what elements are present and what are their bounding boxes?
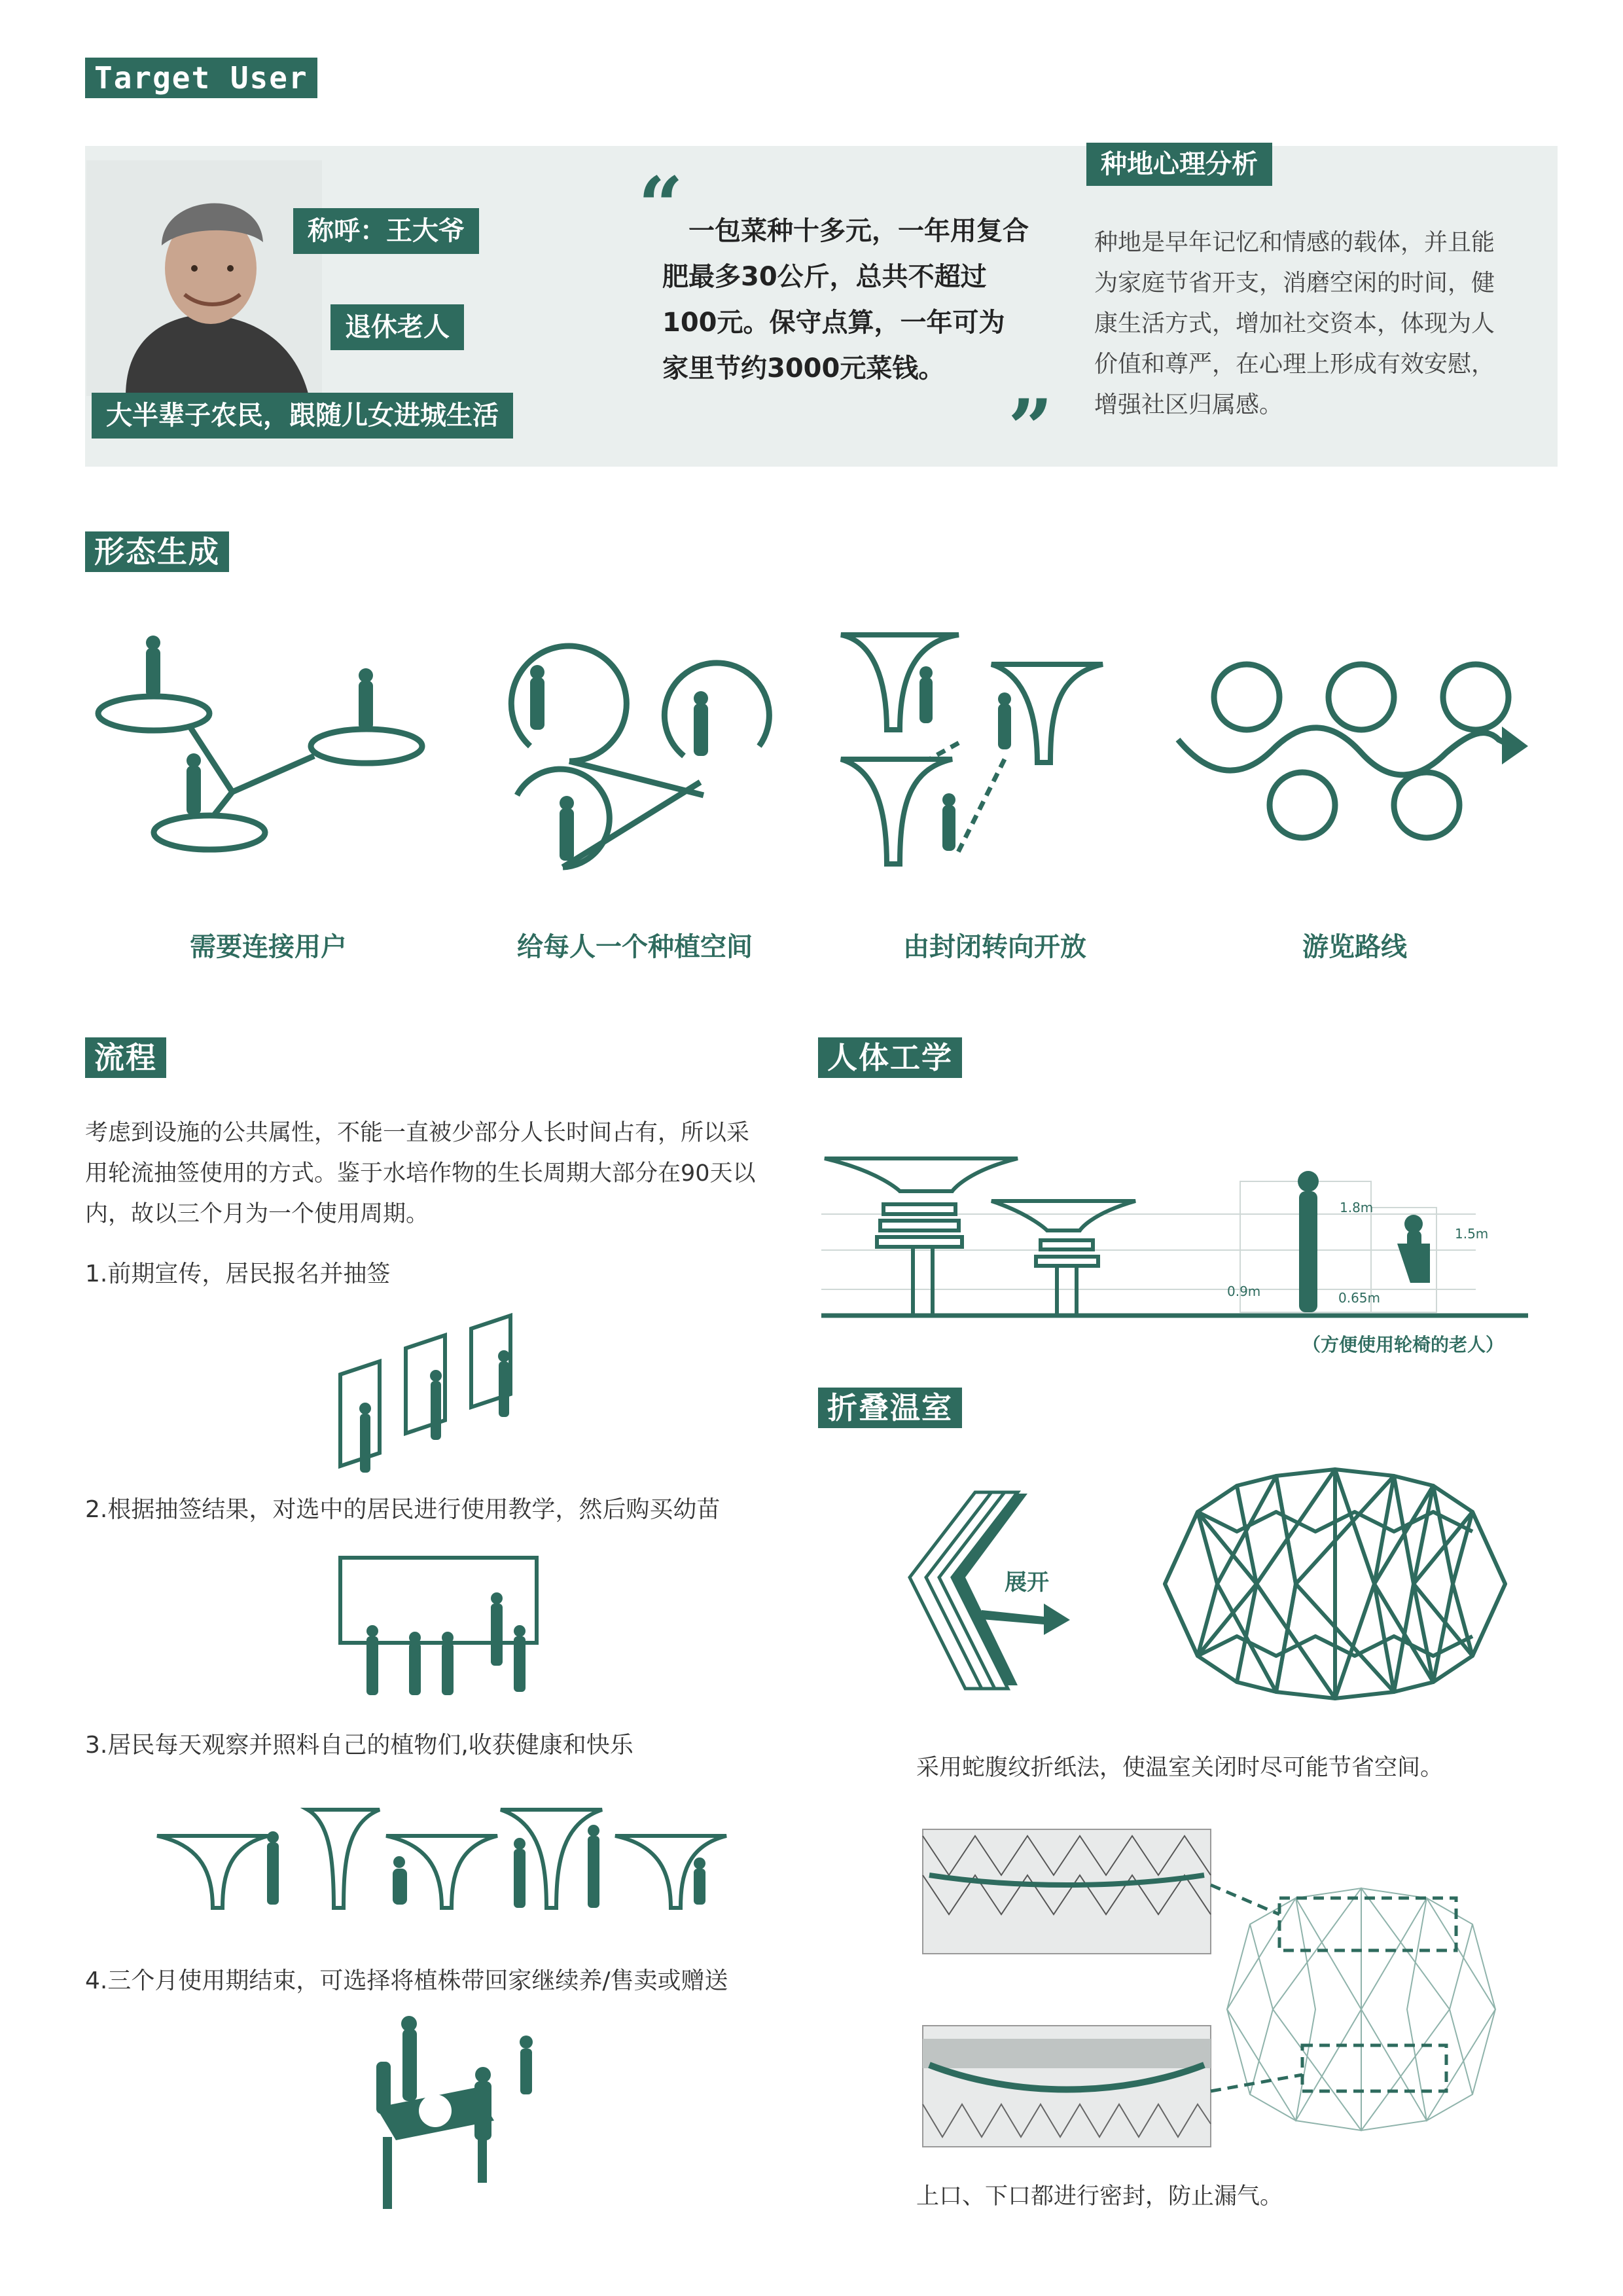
process-step-3: 3.居民每天观察并照料自己的植物们,收获健康和快乐: [85, 1732, 633, 1759]
analysis-title-tag: 种地心理分析: [1086, 143, 1272, 186]
user-portrait: [86, 160, 322, 396]
dim-label-1: 1.8m: [1340, 1200, 1374, 1215]
unfold-arrow-icon: [982, 1597, 1073, 1636]
open-quote-icon: “: [638, 160, 684, 252]
unfold-label: 展开: [1005, 1570, 1049, 1596]
greenhouse-desc-1: 采用蛇腹纹折纸法，使温室关闭时尽可能节省空间。: [916, 1755, 1444, 1781]
callout-lines: [1211, 1885, 1302, 2101]
user-name-tag: 称呼：王大爷: [293, 208, 479, 254]
ergonomics-note: （方便使用轮椅的老人）: [1302, 1334, 1505, 1355]
greenhouse-desc-2: 上口、下口都进行密封，防止漏气。: [916, 2183, 1283, 2210]
form-diagram-spaces: [471, 645, 772, 880]
user-background-tag: 大半辈子农民，跟随儿女进城生活: [92, 393, 513, 439]
form-caption-3: 由封闭转向开放: [903, 932, 1086, 962]
user-quote: 一包菜种十多元，一年用复合肥最多30公斤，总共不超过100元。保守点算，一年可为家里节约3000元菜钱。: [662, 216, 1029, 384]
dim-label-2: 1.5m: [1455, 1226, 1489, 1242]
user-identity-tag: 退休老人: [330, 304, 464, 350]
section-title-greenhouse: 折叠温室: [818, 1388, 962, 1428]
dim-label-4: 0.65m: [1338, 1290, 1381, 1306]
process-step-1: 1.前期宣传，居民报名并抽签: [85, 1261, 391, 1287]
section-title-form: 形态生成: [85, 531, 229, 572]
form-caption-2: 给每人一个种植空间: [517, 932, 753, 962]
process-intro: 考虑到设施的公共属性，不能一直被少部分人长时间占有，所以采用轮流抽签使用的方式。鉴于水培作物的生长周期大部分在90天以内，故以三个月为一个使用周期。: [85, 1120, 756, 1227]
form-diagram-open: [834, 628, 1122, 877]
process-step-4: 4.三个月使用期结束，可选择将植株带回家继续养/售卖或赠送: [85, 1967, 728, 1994]
step2-illustration: [334, 1551, 543, 1702]
section-title-process: 流程: [85, 1037, 166, 1078]
dim-label-3: 0.9m: [1227, 1283, 1261, 1299]
form-diagram-route: [1171, 661, 1531, 857]
ergonomics-diagram: [821, 1152, 1541, 1335]
step3-illustration: [157, 1797, 733, 1914]
form-caption-1: 需要连接用户: [190, 932, 347, 962]
process-step-2: 2.根据抽签结果，对选中的居民进行使用教学，然后购买幼苗: [85, 1496, 721, 1523]
analysis-text: 种地是早年记忆和情感的载体，并且能为家庭节省开支，消磨空闲的时间，健康生活方式，增加社交资本，体现为人价值和尊严，在心理上形成有效安慰，增强社区归属感。: [1094, 229, 1495, 418]
section-title-ergonomics: 人体工学: [818, 1037, 962, 1078]
unfolded-greenhouse: [1158, 1466, 1512, 1702]
seal-detail-bottom: [923, 2026, 1211, 2150]
step1-illustration: [327, 1309, 537, 1479]
form-diagram-connect: [79, 628, 445, 864]
section-title-target-user: Target User: [85, 58, 317, 98]
seal-detail-top: [923, 1829, 1211, 1960]
step4-illustration: [363, 2022, 560, 2212]
form-caption-4: 游览路线: [1302, 932, 1407, 962]
close-quote-icon: ”: [1008, 382, 1054, 475]
